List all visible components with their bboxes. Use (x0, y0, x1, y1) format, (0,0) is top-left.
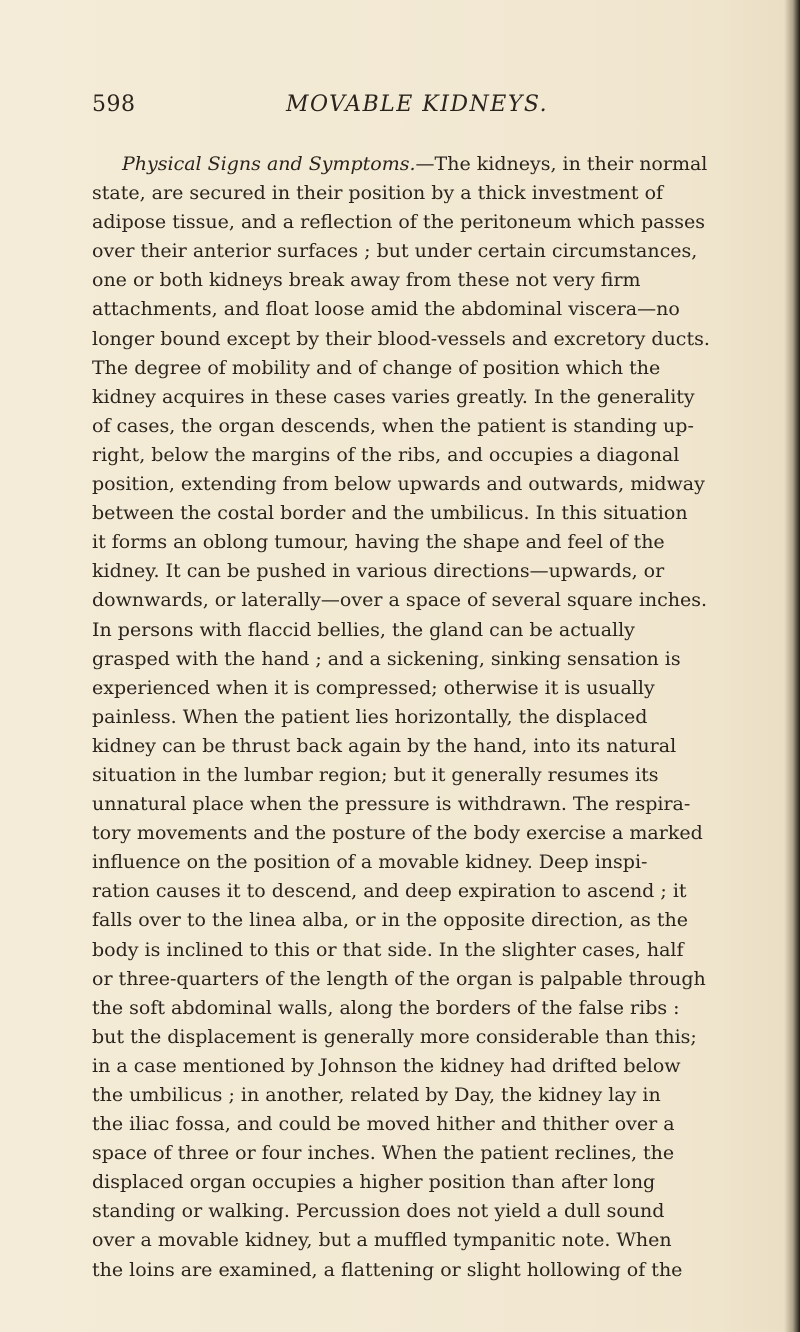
text-line: grasped with the hand ; and a sickening, sinking sensation is (92, 647, 681, 670)
text-line: but the displacement is generally more considerable than this; (92, 1025, 697, 1048)
text-line: standing or walking. Percussion does not yield a dull sound (92, 1200, 665, 1223)
text-line: over a movable kidney, but a muffled tympanitic note. When (92, 1229, 672, 1252)
text-line: situation in the lumbar region; but it generally resumes its (92, 763, 659, 786)
text-line: body is inclined to this or that side. In the slighter cases, half (92, 938, 684, 961)
text-line: right, below the margins of the ribs, and occupies a diagonal (92, 443, 680, 466)
text-line: The degree of mobility and of change of position which the (92, 356, 661, 379)
text-line: influence on the position of a movable kidney. Deep inspi- (92, 851, 648, 874)
text-line: kidney can be thrust back again by the hand, into its natural (92, 734, 677, 757)
text-line: adipose tissue, and a reflection of the peritoneum which passes (92, 211, 705, 234)
page-number: 598 (92, 92, 136, 117)
text-line: over their anterior surfaces ; but under certain circumstances, (92, 240, 698, 263)
text-line: falls over to the linea alba, or in the opposite direction, as the (92, 909, 689, 932)
text-line: the loins are examined, a flattening or slight hollowing of the (92, 1258, 683, 1281)
text-line: the umbilicus ; in another, related by Day, the kidney lay in (92, 1084, 661, 1106)
text-line: of cases, the organ descends, when the patient is standing up- (92, 414, 694, 437)
text-line: experienced when it is compressed; otherwise it is usually (92, 676, 655, 699)
text-line: in a case mentioned by Johnson the kidney had drifted below (92, 1054, 681, 1077)
text-line: the iliac fossa, and could be moved hither and thither over a (92, 1113, 675, 1136)
page-header (0, 92, 800, 128)
section-lead-text: —The kidneys, in their normal (415, 153, 708, 175)
running-head: MOVABLE KIDNEYS. (286, 92, 549, 117)
text-line: between the costal border and the umbilicus. In this situation (92, 502, 688, 525)
text-line: position, extending from below upwards and outwards, midway (92, 473, 705, 496)
text-line: state, are secured in their position by a thick investment of (92, 182, 664, 205)
text-line: space of three or four inches. When the patient reclines, the (92, 1142, 675, 1165)
page-edge-shadow (784, 0, 800, 1332)
text-line: displaced organ occupies a higher position than after long (92, 1171, 656, 1194)
body-text (92, 150, 772, 1285)
text-line: one or both kidneys break away from these not very firm (92, 269, 641, 292)
text-line (92, 150, 772, 179)
text-line: kidney. It can be pushed in various directions—upwards, or (92, 560, 665, 583)
section-title: Physical Signs and Symptoms. (122, 153, 416, 175)
text-line: longer bound except by their blood-vessels and excretory ducts. (92, 327, 710, 350)
text-line: tory movements and the posture of the body exercise a marked (92, 822, 703, 845)
text-line: it forms an oblong tumour, having the shape and feel of the (92, 531, 665, 554)
text-line: painless. When the patient lies horizontally, the displaced (92, 705, 648, 728)
text-line: or three-quarters of the length of the organ is palpable through (92, 967, 706, 990)
text-line: downwards, or laterally—over a space of several square inches. (92, 589, 708, 612)
text-line: kidney acquires in these cases varies greatly. In the generality (92, 385, 695, 408)
text-line: the soft abdominal walls, along the borders of the false ribs : (92, 996, 680, 1019)
text-line: ration causes it to descend, and deep expiration to ascend ; it (92, 880, 687, 903)
text-line: In persons with flaccid bellies, the gland can be actually (92, 618, 635, 641)
text-line: attachments, and float loose amid the abdominal viscera—no (92, 298, 680, 321)
text-line: unnatural place when the pressure is withdrawn. The respira- (92, 793, 691, 816)
